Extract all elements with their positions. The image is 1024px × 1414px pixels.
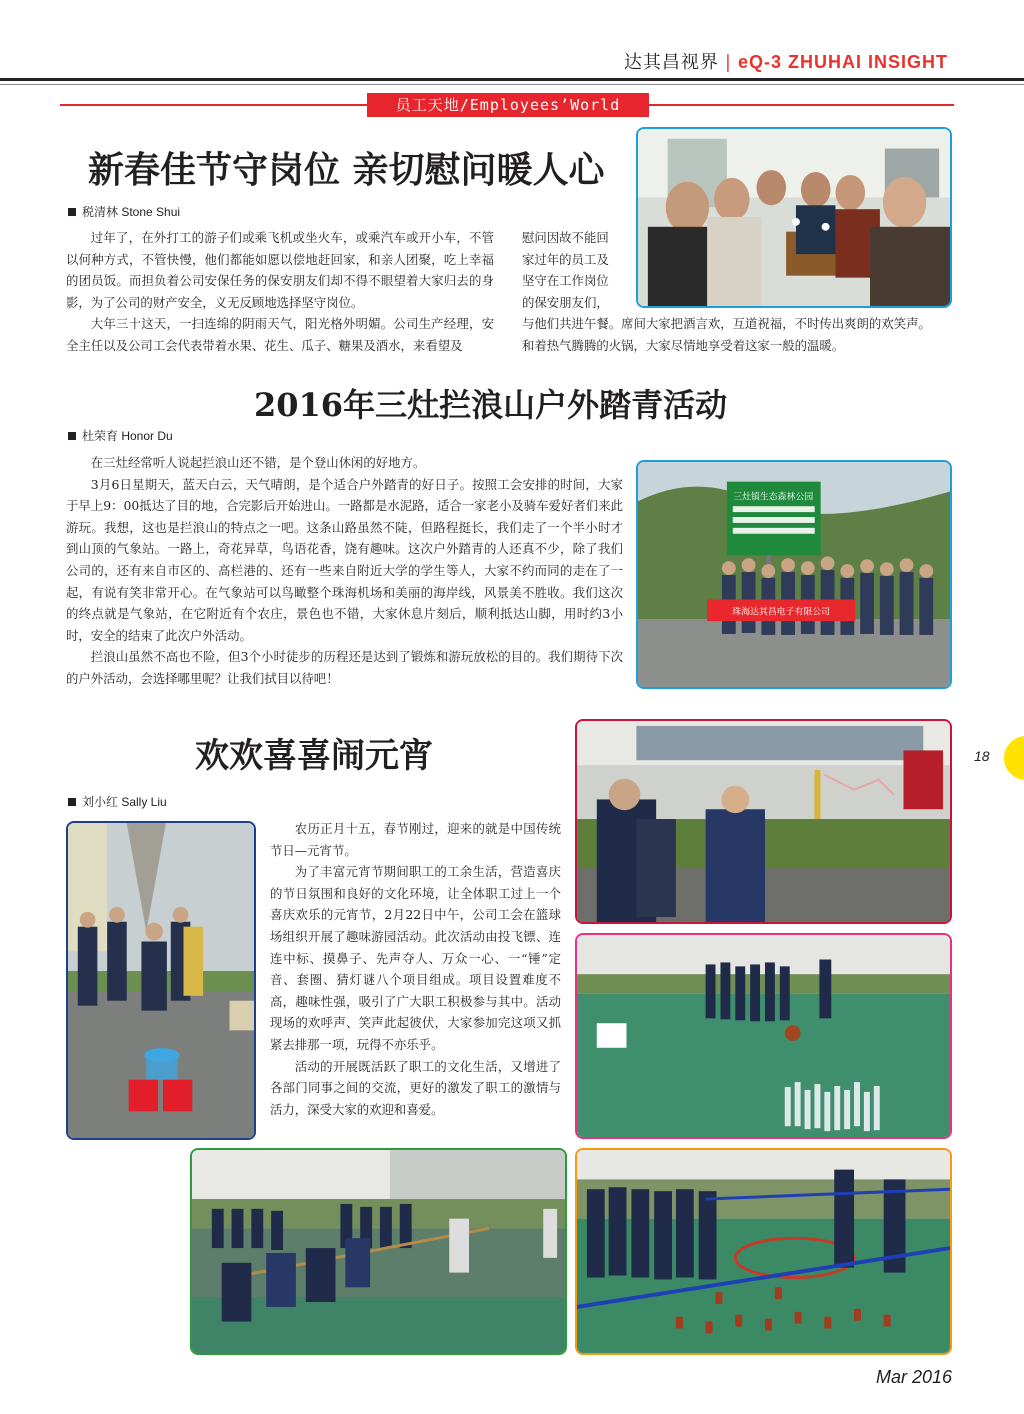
photo-ring-toss [575,1148,952,1355]
header-rule [0,78,1024,81]
article2-author: 杜荣育 Honor Du [82,429,173,443]
byline-square-icon [68,432,76,440]
article1-title: 新春佳节守岗位 亲切慰问暖人心 [88,149,605,191]
byline-square-icon [68,208,76,216]
article1-line: 慰问因故不能回 [522,230,609,245]
article2-body [66,452,623,690]
article1-line: 坚守在工作岗位 [522,273,609,289]
magazine-name-en: eQ-3 ZHUHAI INSIGHT [737,52,948,72]
article2-paragraph: 拦浪山虽然不高也不险，但3个小时徒步的历程还是达到了锻炼和游玩放松的目的。我们期待下次的户外活动，会选择哪里呢？让我们拭目以待吧！ [66,649,623,686]
section-line-right [649,104,954,106]
photo-hiking-group [636,460,952,689]
article1-line: 与他们共进午餐。席间大家把酒言欢，互道祝福，不时传出爽朗的欢笑声。 [522,316,931,332]
article3-byline [68,793,167,810]
article3-title: 欢欢喜喜闹元宵 [195,736,433,776]
article1-author: 税清林 Stone Shui [82,205,181,219]
photo-dart-game [575,719,952,924]
article3-author: 刘小红 Sally Liu [82,795,167,809]
header-separator: | [724,52,732,73]
article1-paragraph: 过年了，在外打工的游子们或乘飞机或坐火车，或乘汽车或开小车，不管以何种方式，不管快慢，他们都能如愿以偿地赶回家，和亲人团聚，吃上幸福的团员饭。而担负着公司安保任务的保安朋友们却不得不眼望着大家归去的身影，为了公司的财产安全，义无反顾地选择坚守岗位。 [66,230,494,310]
photo-security-lunch [636,127,952,308]
page-number-marker [1004,736,1024,780]
article3-body [270,818,561,1120]
article2-byline [68,427,173,444]
article1-byline [68,203,180,220]
company-banner-text: 珠海达其昌电子有限公司 [732,607,831,618]
article1-line: 和着热气腾腾的火锅，大家尽情地享受着这家一般的温暖。 [522,337,845,353]
article1-col-left [66,227,494,357]
section-tab: 员工天地/Employees’World [367,93,649,117]
byline-square-icon [68,798,76,806]
issue-date: Mar 2016 [875,1367,952,1387]
section-line-left [60,104,367,106]
photo-bucket-game [66,821,256,1140]
page-number: 18 [974,748,990,764]
article1-col-right [522,227,931,357]
article3-paragraph: 农历正月十五，春节刚过，迎来的就是中国传统节日—元宵节。 [270,821,561,858]
article1-paragraph: 大年三十这天，一扫连绵的阴雨天气，阳光格外明媚。公司生产经理，安全主任以及公司工会代表带着水果、花生、瓜子、糖果及酒水，来看望及 [66,316,494,353]
park-sign-title: 三灶镇生态森林公园 [733,492,814,503]
article2-title: 2016年三灶拦浪山户外踏青活动 [254,386,728,424]
photo-tug-of-war [190,1148,567,1355]
photo-bowling-game [575,933,952,1139]
magazine-name-cn: 达其昌视界 [623,52,719,73]
header-rule-thin [0,84,1024,85]
article1-line: 的保安朋友们， [522,294,609,310]
article2-paragraph: 在三灶经常听人说起拦浪山还不错，是个登山休闲的好地方。 [90,455,426,470]
article1-line: 家过年的员工及 [522,251,609,267]
article2-paragraph: 3月6日星期天，蓝天白云，天气晴朗，是个适合户外踏青的好日子。按照工会安排的时间，大家于早上9：00抵达了目的地，合完影后开始进山。一路都是水泥路，适合一家老小及骑车爱好者们来此游玩。我想，这也是拦浪山的特点之一吧。这条山路虽然不陡，但路程挺长，我们走了一个半小时才到山顶的气象站。一路上，奇花异草，鸟语花香，饶有趣味。这次户外踏青的人还真不少，除了我们公司的，还有来自市区的、高栏港的、还有一些来自附近大学的学生等人，大家不约而同的走在了一起，有说有笑非常开心。在气象站可以鸟瞰整个珠海机场和美丽的海岸线，风景美不胜收。我们这次的终点就是气象站，在它附近有个农庄，景色也不错，大家休息片刻后，顺利抵达山脚，用时约3小时，安全的结束了此次户外活动。 [66,476,623,643]
magazine-header [624,48,948,74]
article3-paragraph: 活动的开展既活跃了职工的文化生活，又增进了各部门同事之间的交流，更好的激发了职工的激情与活力，深受大家的欢迎和喜爱。 [270,1058,561,1117]
article3-paragraph: 为了丰富元宵节期间职工的工余生活，营造喜庆的节日氛围和良好的文化环境，让全体职工过上一个喜庆欢乐的元宵节，2月22日中午，公司工会在篮球场组织开展了趣味游园活动。此次活动由投飞镖、连连中标、摸鼻子、先声夺人、万众一心、一“锤”定音、套圈、猜灯谜八个项目组成。项目设置难度不高，趣味性强，吸引了广大职工积极参与其中。活动现场的欢呼声、笑声此起彼伏，大家参加完这项又抓紧去排那一项，玩得不亦乐乎。 [270,864,561,1052]
